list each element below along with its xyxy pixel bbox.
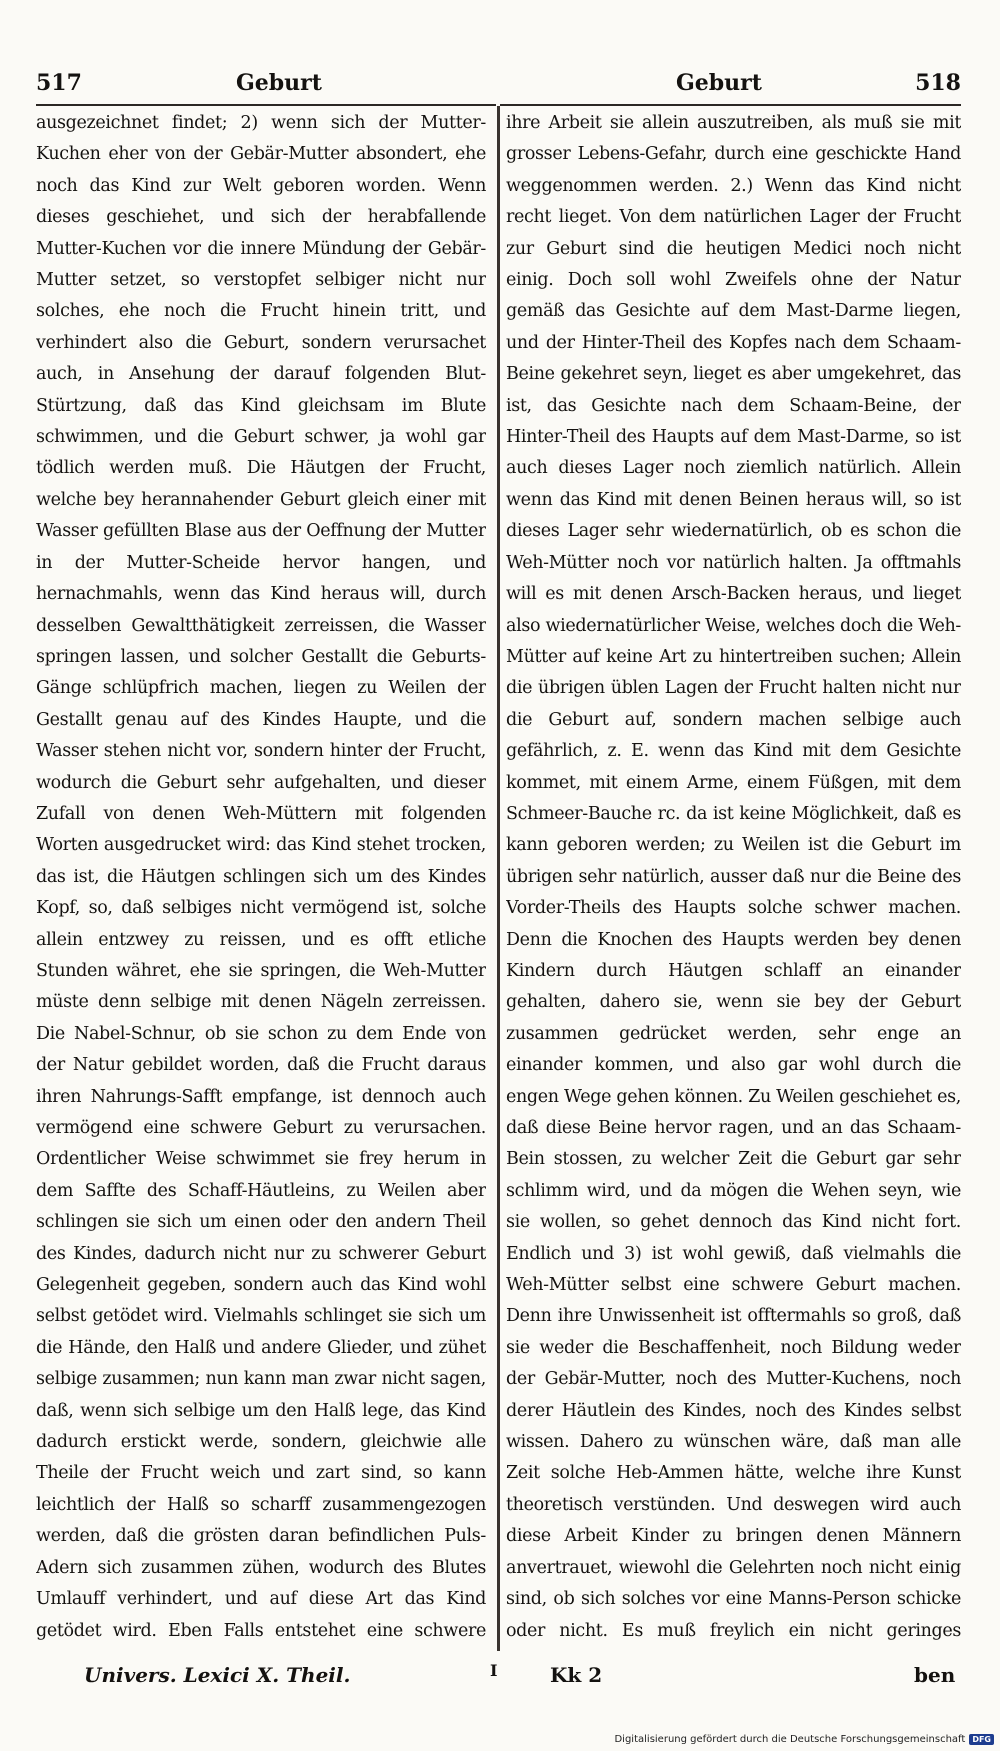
column-divider bbox=[497, 106, 500, 1651]
catchword: ben bbox=[914, 1663, 956, 1687]
running-title-right: Geburt bbox=[676, 70, 762, 96]
header-rule-left bbox=[36, 104, 496, 106]
page-header bbox=[36, 70, 961, 106]
footer-title: Univers. Lexici X. Theil. bbox=[84, 1663, 351, 1687]
dfg-logo-icon: DFG bbox=[969, 1734, 994, 1745]
credit-text: Digitalisierung gefördert durch die Deutsche Forschungsgemeinschaft bbox=[614, 1734, 966, 1745]
right-column-text: ihre Arbeit sie allein auszutreiben, als muß sie mit grosser Lebens-Gefahr, durch eine geschickte Hand weggenommen werden. 2.) Wenn das Kind nicht recht lieget. Von dem natürlichen Lager der Frucht zur Geburt sind die heutigen Medici noch nicht einig. Doch soll wohl Zweifels ohne der Natur gemäß das Gesichte auf dem Mast-Darme liegen, und der Hinter-Theil des Kopfes nach dem Schaam-Beine gekehret seyn, lieget es aber umgekehret, das ist, das Gesichte nach dem Schaam-Beine, der Hinter-Theil des Haupts auf dem Mast-Darme, so ist auch dieses Lager noch ziemlich natürlich. Allein wenn das Kind mit denen Beinen heraus will, so ist dieses Lager sehr wiedernatürlich, ob es schon die Weh-Mütter noch vor natürlich halten. Ja offtmahls will es mit denen Arsch-Backen heraus, und lieget also wiedernatürlicher Weise, welches doch die Weh-Mütter auf keine Art zu hintertreiben suchen; Allein die übrigen üblen Lagen der Frucht halten nicht nur die Geburt auf, sondern machen selbige auch gefährlich, z. E. wenn das Kind mit dem Gesichte kommet, mit einem Arme, einem Füßgen, mit dem Schmeer-Bauche rc. da ist keine Möglichkeit, daß es kann geboren werden; zu Weilen ist die Geburt im übrigen sehr natürlich, ausser daß nur die Beine des Vorder-Theils des Haupts solche schwer machen. Denn die Knochen des Haupts werden bey denen Kindern durch Häutgen schlaff an einander gehalten, dahero sie, wenn sie bey der Geburt zusammen gedrücket werden, sehr enge an einander kommen, und also gar wohl durch die engen Wege gehen können. Zu Weilen geschiehet es, daß diese Beine hervor ragen, und an das Schaam-Bein stossen, zu welcher Zeit die Geburt gar sehr schlimm wird, und da mögen die Wehen seyn, wie sie wollen, so gehet dennoch das Kind nicht fort. Endlich und 3) ist wohl gewiß, daß vielmahls die Weh-Mütter selbst eine schwere Geburt machen. Denn ihre Unwissenheit ist offtermahls so groß, daß sie weder die Beschaffenheit, noch Bildung weder der Gebär-Mutter, noch des Mutter-Kuchens, noch derer Häutlein des Kindes, noch des Kindes selbst wissen. Dahero zu wünschen wäre, daß man alle Zeit solche Heb-Ammen hätte, welche ihre Kunst theoretisch verstünden. Und deswegen wird auch diese Arbeit Kinder zu bringen denen Männern anvertrauet, wiewohl die Gelehrten noch nicht einig sind, ob sich solches vor eine Manns-Person schicke oder nicht. Es muß freylich ein nicht geringes bbox=[506, 113, 961, 1641]
footer-mark: I bbox=[490, 1661, 498, 1680]
page-number-left: 517 bbox=[36, 70, 82, 96]
digitization-credit bbox=[614, 1734, 994, 1745]
left-column-text: ausgezeichnet findet; 2) wenn sich der Mutter-Kuchen eher von der Gebär-Mutter absondert, ehe noch das Kind zur Welt geboren worden. Wenn dieses geschiehet, und sich der herabfallende Mutter-Kuchen vor die innere Mündung der Gebär-Mutter setzet, so verstopfet selbiger nicht nur solches, ehe noch die Frucht hinein tritt, und verhindert also die Geburt, sondern verursachet auch, in Ansehung der darauf folgenden Blut-Stürtzung, daß das Kind gleichsam im Blute schwimmen, und die Geburt schwer, ja wohl gar tödlich werden muß. Die Häutgen der Frucht, welche bey herannahender Geburt gleich einer mit Wasser gefüllten Blase aus der Oeffnung der Mutter in der Mutter-Scheide hervor hangen, und hernachmahls, wenn das Kind heraus will, durch desselben Gewaltthätigkeit zerreissen, die Wasser springen lassen, und solcher Gestallt die Geburts-Gänge schlüpfrich machen, liegen zu Weilen der Gestallt genau auf des Kindes Haupte, und die Wasser stehen nicht vor, sondern hinter der Frucht, wodurch die Geburt sehr aufgehalten, und dieser Zufall von denen Weh-Müttern mit folgenden Worten ausgedrucket wird: das Kind stehet trocken, das ist, die Häutgen schlingen sich um des Kindes Kopf, so, daß selbiges nicht vermögend ist, solche allein entzwey zu reissen, und es offt etliche Stunden währet, ehe sie springen, die Weh-Mutter müste denn selbige mit denen Nägeln zerreissen. Die Nabel-Schnur, ob sie schon zu dem Ende von der Natur gebildet worden, daß die Frucht daraus ihren Nahrungs-Safft empfange, ist dennoch auch vermögend eine schwere Geburt zu verursachen. Ordentlicher Weise schwimmet sie frey herum in dem Saffte des Schaff-Häutleins, zu Weilen aber schlingen sie sich um einen oder den andern Theil des Kindes, dadurch nicht nur zu schwerer Geburt Gelegenheit gegeben, sondern auch das Kind wohl selbst getödet wird. Vielmahls schlinget sie sich um die Hände, den Halß und andere Glieder, und zühet selbige zusammen; nun kann man zwar nicht sagen, daß, wenn sich selbige um den Halß lege, das Kind dadurch erstickt werde, sondern, gleichwie alle Theile der Frucht weich und zart sind, so kann leichtlich der Halß so scharff zusammengezogen werden, daß die grösten daran befindlichen Puls-Adern sich zusammen zühen, wodurch des Blutes Umlauff verhindert, und auf diese Art das Kind getödet wird. Eben Falls entstehet eine schwere bbox=[36, 113, 486, 1641]
header-rule-right bbox=[500, 104, 961, 106]
page-number-right: 518 bbox=[915, 70, 961, 96]
right-column bbox=[506, 108, 961, 1650]
signature-mark: Kk 2 bbox=[550, 1663, 603, 1687]
left-column bbox=[36, 108, 486, 1650]
running-title-left: Geburt bbox=[236, 70, 322, 96]
